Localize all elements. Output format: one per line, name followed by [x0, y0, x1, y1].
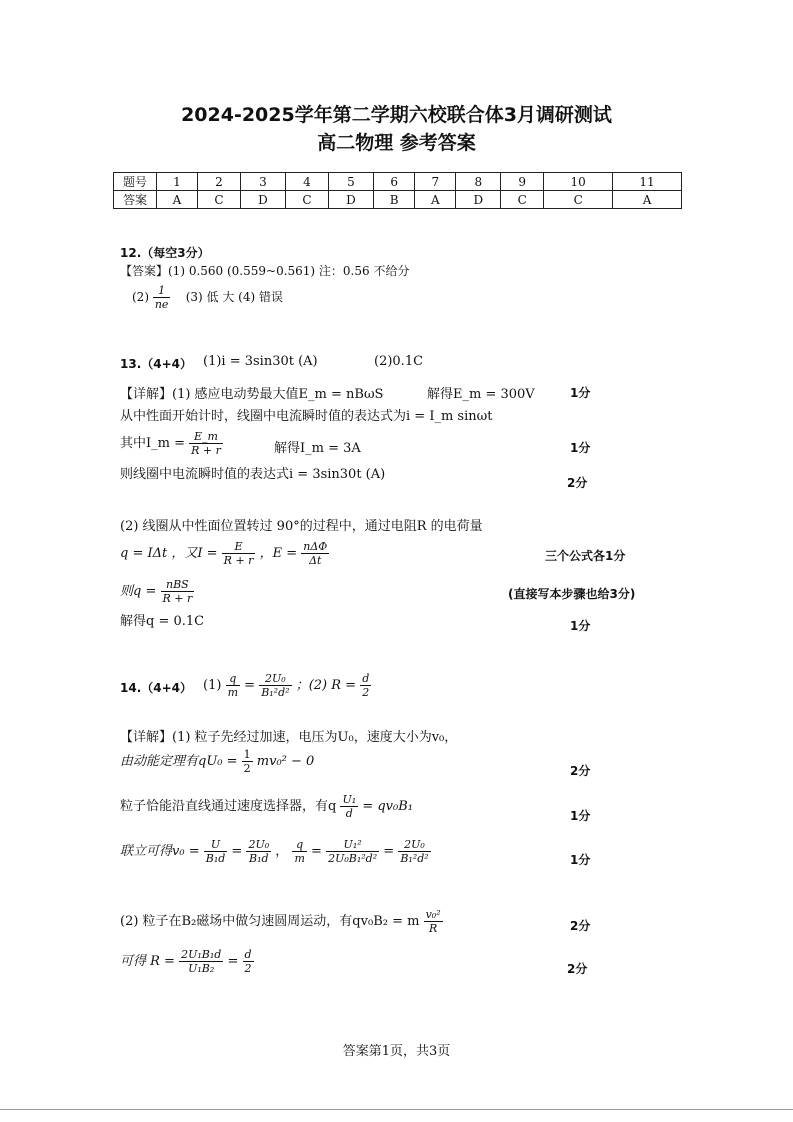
- page-footer: 答案第1页，共3页: [342, 1044, 451, 1059]
- q14-radius-result-fraction: [243, 948, 254, 975]
- q13-detail1b: 解得E_m = 300V: [427, 387, 535, 402]
- q13-detail1: 【详解】(1) 感应电动势最大值E_m = nBωS: [120, 387, 384, 402]
- table-cell: 2: [197, 173, 240, 191]
- fraction-denominator: Δt: [309, 554, 322, 567]
- table-cell: 9: [501, 173, 544, 191]
- q14-p2a: (2) 粒子在B₂磁场中做匀速圆周运动，有qv₀B₂ = m: [120, 914, 420, 929]
- q12-line2: [132, 284, 283, 311]
- q14-f1a: 可得 R =: [120, 954, 175, 969]
- table-cell: 8: [456, 173, 501, 191]
- fraction-numerator: 2U₀: [248, 838, 270, 851]
- table-cell: D: [240, 191, 285, 209]
- q14-d3a: 粒子恰能沿直线通过速度选择器，有q: [120, 799, 337, 814]
- answer-table: [113, 172, 682, 209]
- q13-current-fraction: [222, 540, 256, 567]
- fraction-numerator: 2U₀: [259, 672, 291, 686]
- fraction-numerator: U: [204, 838, 228, 852]
- q14-r-fraction: [360, 672, 371, 699]
- table-cell: 3: [240, 173, 285, 191]
- fraction-numerator: v₀²: [425, 908, 441, 921]
- q14-detail1: 【详解】(1) 粒子先经过加速，电压为U₀，速度大小为v₀，: [120, 730, 458, 745]
- fraction-denominator: m: [227, 686, 238, 699]
- table-cell: C: [285, 191, 328, 209]
- q13-detail2: 从中性面开始计时，线圈中电流瞬时值的表达式为i = I_m sinωt: [120, 409, 493, 424]
- table-cell: B: [373, 191, 415, 209]
- fraction-denominator: B₁²d²: [261, 686, 290, 699]
- fraction-denominator: 2: [243, 762, 251, 775]
- fraction-numerator: q: [226, 672, 240, 686]
- q13-score5: (直接写本步骤也给3分): [508, 587, 636, 601]
- q13-answer2: (2)0.1C: [374, 354, 424, 369]
- table-cell: 7: [415, 173, 456, 191]
- fraction-denominator: B₁d: [205, 852, 226, 865]
- table-row: [114, 173, 682, 191]
- q14-d4c: ，: [275, 844, 289, 859]
- q13-detail3: [120, 430, 223, 457]
- fraction-denominator: ne: [154, 298, 169, 311]
- table-cell: C: [544, 191, 613, 209]
- q14-part2: [120, 908, 443, 935]
- q13-answer1: (1)i = 3sin30t (A): [203, 354, 318, 369]
- table-row: [114, 191, 682, 209]
- q12-fraction: [153, 284, 171, 311]
- fraction-numerator: nΔΦ: [303, 540, 328, 553]
- q14-score4: 2分: [570, 919, 591, 933]
- q13-score3: 2分: [567, 476, 588, 490]
- q14-detail2: [120, 748, 314, 775]
- fraction-denominator: 2U₀B₁²d²: [328, 852, 378, 865]
- q13-score1: 1分: [570, 386, 591, 400]
- fraction-numerator: 1: [153, 284, 171, 298]
- q14-score2: 1分: [570, 809, 591, 823]
- q12-part2-label: (2): [132, 290, 149, 304]
- q12-answer-line: 【答案】(1) 0.560 (0.559~0.561) 注：0.56 不给分: [120, 264, 410, 278]
- q14-qm2-fraction: [292, 838, 306, 865]
- q14-heading: 14.（4+4）: [120, 681, 193, 695]
- q13-detail3b: 解得I_m = 3A: [274, 441, 361, 456]
- fraction-numerator: 1: [243, 748, 251, 761]
- fraction-numerator: U₁²: [326, 838, 379, 852]
- q14-f1b: =: [227, 954, 239, 969]
- q14-score3: 1分: [570, 853, 591, 867]
- table-cell: D: [456, 191, 501, 209]
- fraction-denominator: B₁²d²: [400, 852, 429, 865]
- q14-d4e: =: [383, 844, 395, 859]
- q14-a1: (1): [203, 678, 222, 693]
- row-label-answer: 答案: [114, 191, 157, 209]
- fraction-denominator: U₁B₂: [188, 962, 215, 975]
- q13-f2a: 则q =: [120, 584, 157, 599]
- fraction-denominator: R + r: [191, 444, 221, 457]
- q14-detail4: [120, 838, 431, 865]
- q14-a2: ；(2) R =: [295, 678, 357, 693]
- row-label-number: 题号: [114, 173, 157, 191]
- q13-charge-fraction: [161, 578, 195, 605]
- fraction-denominator: d: [345, 807, 353, 820]
- q14-v0-fraction: [204, 838, 228, 865]
- q13-score6: 1分: [570, 619, 591, 633]
- table-cell: A: [415, 191, 456, 209]
- fraction-numerator: d: [362, 672, 370, 685]
- table-cell: 10: [544, 173, 613, 191]
- table-cell: C: [197, 191, 240, 209]
- table-cell: A: [157, 191, 198, 209]
- q14-score1: 2分: [570, 764, 591, 778]
- table-cell: C: [501, 191, 544, 209]
- fraction-numerator: nBS: [161, 578, 195, 592]
- table-cell: 5: [328, 173, 373, 191]
- q14-score5: 2分: [567, 962, 588, 976]
- q14-qm2-result-fraction: [398, 838, 430, 865]
- fraction-numerator: d: [244, 948, 252, 961]
- page-title: 2024-2025学年第二学期六校联合体3月调研测试: [181, 104, 612, 126]
- q14-v0-result-fraction: [246, 838, 271, 865]
- q14-centripetal-fraction: [424, 908, 443, 935]
- fraction-numerator: q: [292, 838, 306, 852]
- q14-d3b: = qv₀B₁: [362, 799, 413, 814]
- table-cell: A: [613, 191, 682, 209]
- table-cell: 4: [285, 173, 328, 191]
- q13-part2: (2) 线圈从中性面位置转过 90°的过程中，通过电阻R 的电荷量: [120, 519, 483, 534]
- fraction-numerator: 2U₁B₁d: [181, 948, 222, 961]
- q14-qm-result-fraction: [259, 672, 291, 699]
- q14-field-fraction: [340, 793, 358, 820]
- q13-im-fraction: [189, 430, 223, 457]
- fraction-denominator: m: [294, 852, 305, 865]
- q13-formula2: [120, 578, 194, 605]
- fraction-numerator: U₁: [342, 793, 357, 806]
- q14-detail3: [120, 793, 413, 820]
- table-cell: 6: [373, 173, 415, 191]
- q13-heading: 13.（4+4）: [120, 357, 193, 371]
- table-cell: D: [328, 191, 373, 209]
- q14-radius-fraction: [179, 948, 223, 975]
- q14-d4d: =: [311, 844, 322, 859]
- table-cell: 11: [613, 173, 682, 191]
- q13-f1b: ，E =: [259, 546, 298, 561]
- fraction-denominator: B₁d: [249, 852, 269, 865]
- page-subtitle: 高二物理 参考答案: [317, 132, 476, 154]
- q12-rest: (3) 低 大 (4) 错误: [185, 290, 283, 304]
- fraction-denominator: 2: [244, 962, 252, 975]
- q14-answers: [203, 672, 371, 699]
- q13-detail4: 则线圈中电流瞬时值的表达式i = 3sin30t (A): [120, 467, 386, 482]
- q14-qm2-mid-fraction: [326, 838, 379, 865]
- q14-d2a: 由动能定理有qU₀ =: [120, 754, 238, 769]
- q13-f1a: q = IΔt ，又I =: [120, 546, 218, 561]
- fraction-numerator: E: [222, 540, 256, 554]
- footer-divider: [0, 1109, 793, 1110]
- q13-formulas: [120, 540, 329, 567]
- fraction-denominator: R + r: [162, 592, 193, 605]
- fraction-numerator: 2U₀: [398, 838, 430, 852]
- table-cell: 1: [157, 173, 198, 191]
- fraction-denominator: R: [428, 922, 438, 935]
- q13-score2: 1分: [570, 441, 591, 455]
- q14-a1-eq: =: [244, 678, 256, 693]
- fraction-numerator: E_m: [189, 430, 223, 444]
- q12-heading: 12.（每空3分）: [120, 246, 210, 260]
- q14-d4a: 联立可得v₀ =: [120, 844, 200, 859]
- fraction-denominator: 2: [362, 686, 370, 699]
- q14-final: [120, 948, 254, 975]
- q13-emf-fraction: [301, 540, 329, 567]
- fraction-denominator: R + r: [223, 554, 254, 567]
- q14-d2b: mv₀² − 0: [256, 754, 315, 769]
- q13-score4: 三个公式各1分: [545, 549, 626, 563]
- q14-d4b: =: [231, 844, 243, 859]
- q13-formula3: 解得q = 0.1C: [120, 614, 205, 629]
- q14-half-fraction: [242, 748, 253, 775]
- q13-detail3a: 其中I_m =: [120, 436, 185, 451]
- q14-qm-fraction: [226, 672, 240, 699]
